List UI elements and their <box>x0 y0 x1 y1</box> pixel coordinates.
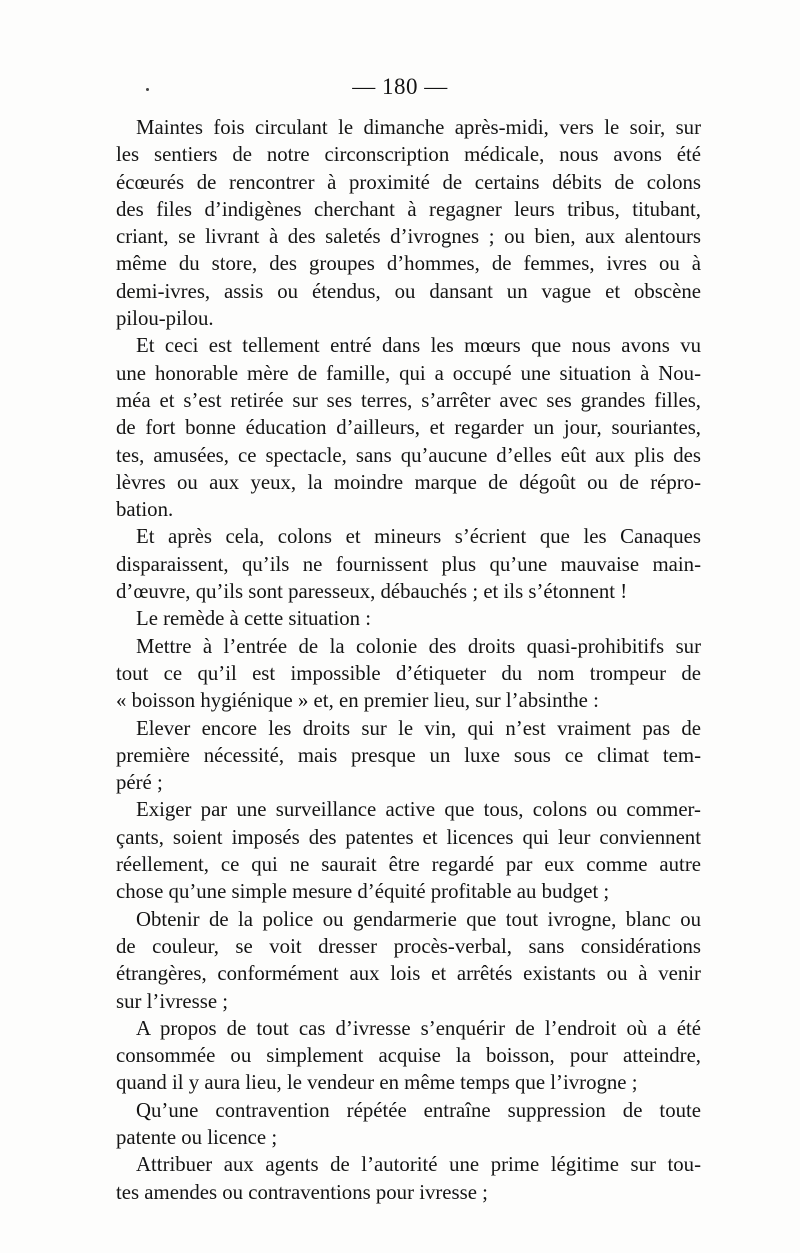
text-line: pilou-pilou. <box>116 307 214 331</box>
text-line: Et après cela, colons et mineurs s’écrient que les Canaques <box>136 525 701 549</box>
text-line: Le remède à cette situation : <box>136 607 372 631</box>
text-line: Mettre à l’entrée de la colonie des droits quasi-prohibitifs sur <box>136 634 701 658</box>
text-line: criant, se livrant à des saletés d’ivrognes ; ou bien, aux alentours <box>116 225 701 249</box>
paragraph <box>116 114 701 332</box>
text-line: consommée ou simplement acquise la boisson, pour atteindre, <box>116 1044 701 1068</box>
text-line: de fort bonne éducation d’ailleurs, et regarder un jour, souriantes, <box>116 416 701 440</box>
text-line: Obtenir de la police ou gendarmerie que tout ivrogne, blanc ou <box>136 907 701 931</box>
text-line: Qu’une contravention répétée entraîne suppression de toute <box>136 1098 701 1122</box>
text-line: tes, amusées, ce spectacle, sans qu’aucune d’elles eût aux plis des <box>116 443 701 467</box>
text-line: sur l’ivresse ; <box>116 989 229 1013</box>
page-number-header: — 180 — <box>352 74 448 99</box>
text-line: une honorable mère de famille, qui a occupé une situation à Nou- <box>116 361 701 385</box>
paragraph <box>116 796 701 905</box>
text-line: tout ce qu’il est impossible d’étiqueter du nom trompeur de <box>116 661 701 685</box>
text-line: première nécessité, mais presque un luxe sous ce climat tem- <box>116 743 701 767</box>
paragraph <box>116 1097 701 1152</box>
text-line: « boisson hygiénique » et, en premier lieu, sur l’absinthe : <box>116 689 599 713</box>
text-line: même du store, des groupes d’hommes, de femmes, ivres ou à <box>116 252 701 276</box>
text-line: Maintes fois circulant le dimanche après-midi, vers le soir, sur <box>136 116 701 139</box>
text-line: demi-ivres, assis ou étendus, ou dansant un vague et obscène <box>116 279 701 303</box>
text-line: les sentiers de notre circonscription médicale, nous avons été <box>116 143 701 167</box>
body-text <box>116 114 701 1206</box>
text-line: étrangères, conformément aux lois et arrêtés existants ou à venir <box>116 962 701 986</box>
text-line: chose qu’une simple mesure d’équité profitable au budget ; <box>116 880 610 904</box>
text-line: réellement, ce qui ne saurait être regardé par eux comme autre <box>116 853 701 877</box>
paragraph <box>116 332 701 523</box>
text-line: çants, soient imposés des patentes et licences qui leur conviennent <box>116 825 701 849</box>
text-line: bation. <box>116 498 174 522</box>
text-line: disparaissent, qu’ils ne fournissent plus qu’une mauvaise main- <box>116 552 701 576</box>
text-line: Exiger par une surveillance active que tous, colons ou commer- <box>136 798 701 822</box>
text-line: patente ou licence ; <box>116 1125 278 1149</box>
text-line: Attribuer aux agents de l’autorité une prime légitime sur tou- <box>136 1153 701 1177</box>
text-line: Elever encore les droits sur le vin, qui n’est vraiment pas de <box>136 716 701 740</box>
paragraph <box>116 715 701 797</box>
text-line: A propos de tout cas d’ivresse s’enquérir de l’endroit où a été <box>136 1016 701 1040</box>
paragraph <box>116 906 701 1015</box>
paragraph <box>116 633 701 715</box>
text-line: péré ; <box>116 771 163 795</box>
text-line: lèvres ou aux yeux, la moindre marque de dégoût ou de répro- <box>116 470 701 494</box>
paragraph <box>116 605 701 632</box>
text-line: tes amendes ou contraventions pour ivresse ; <box>116 1180 488 1204</box>
text-line: Et ceci est tellement entré dans les mœurs que nous avons vu <box>136 334 701 358</box>
text-line: quand il y aura lieu, le vendeur en même temps que l’ivrogne ; <box>116 1071 638 1095</box>
paragraph <box>116 523 701 605</box>
text-line: d’œuvre, qu’ils sont paresseux, débauchés ; et ils s’étonnent ! <box>116 580 628 604</box>
paragraph <box>116 1151 701 1206</box>
text-line: de couleur, se voit dresser procès-verbal, sans considérations <box>116 934 701 958</box>
paragraph <box>116 1015 701 1097</box>
text-line: des files d’indigènes cherchant à regagner leurs tribus, titubant, <box>116 197 701 221</box>
text-line: écœurés de rencontrer à proximité de certains débits de colons <box>116 170 701 194</box>
text-line: méa et s’est retirée sur ses terres, s’arrêter avec ses grandes filles, <box>116 388 701 412</box>
